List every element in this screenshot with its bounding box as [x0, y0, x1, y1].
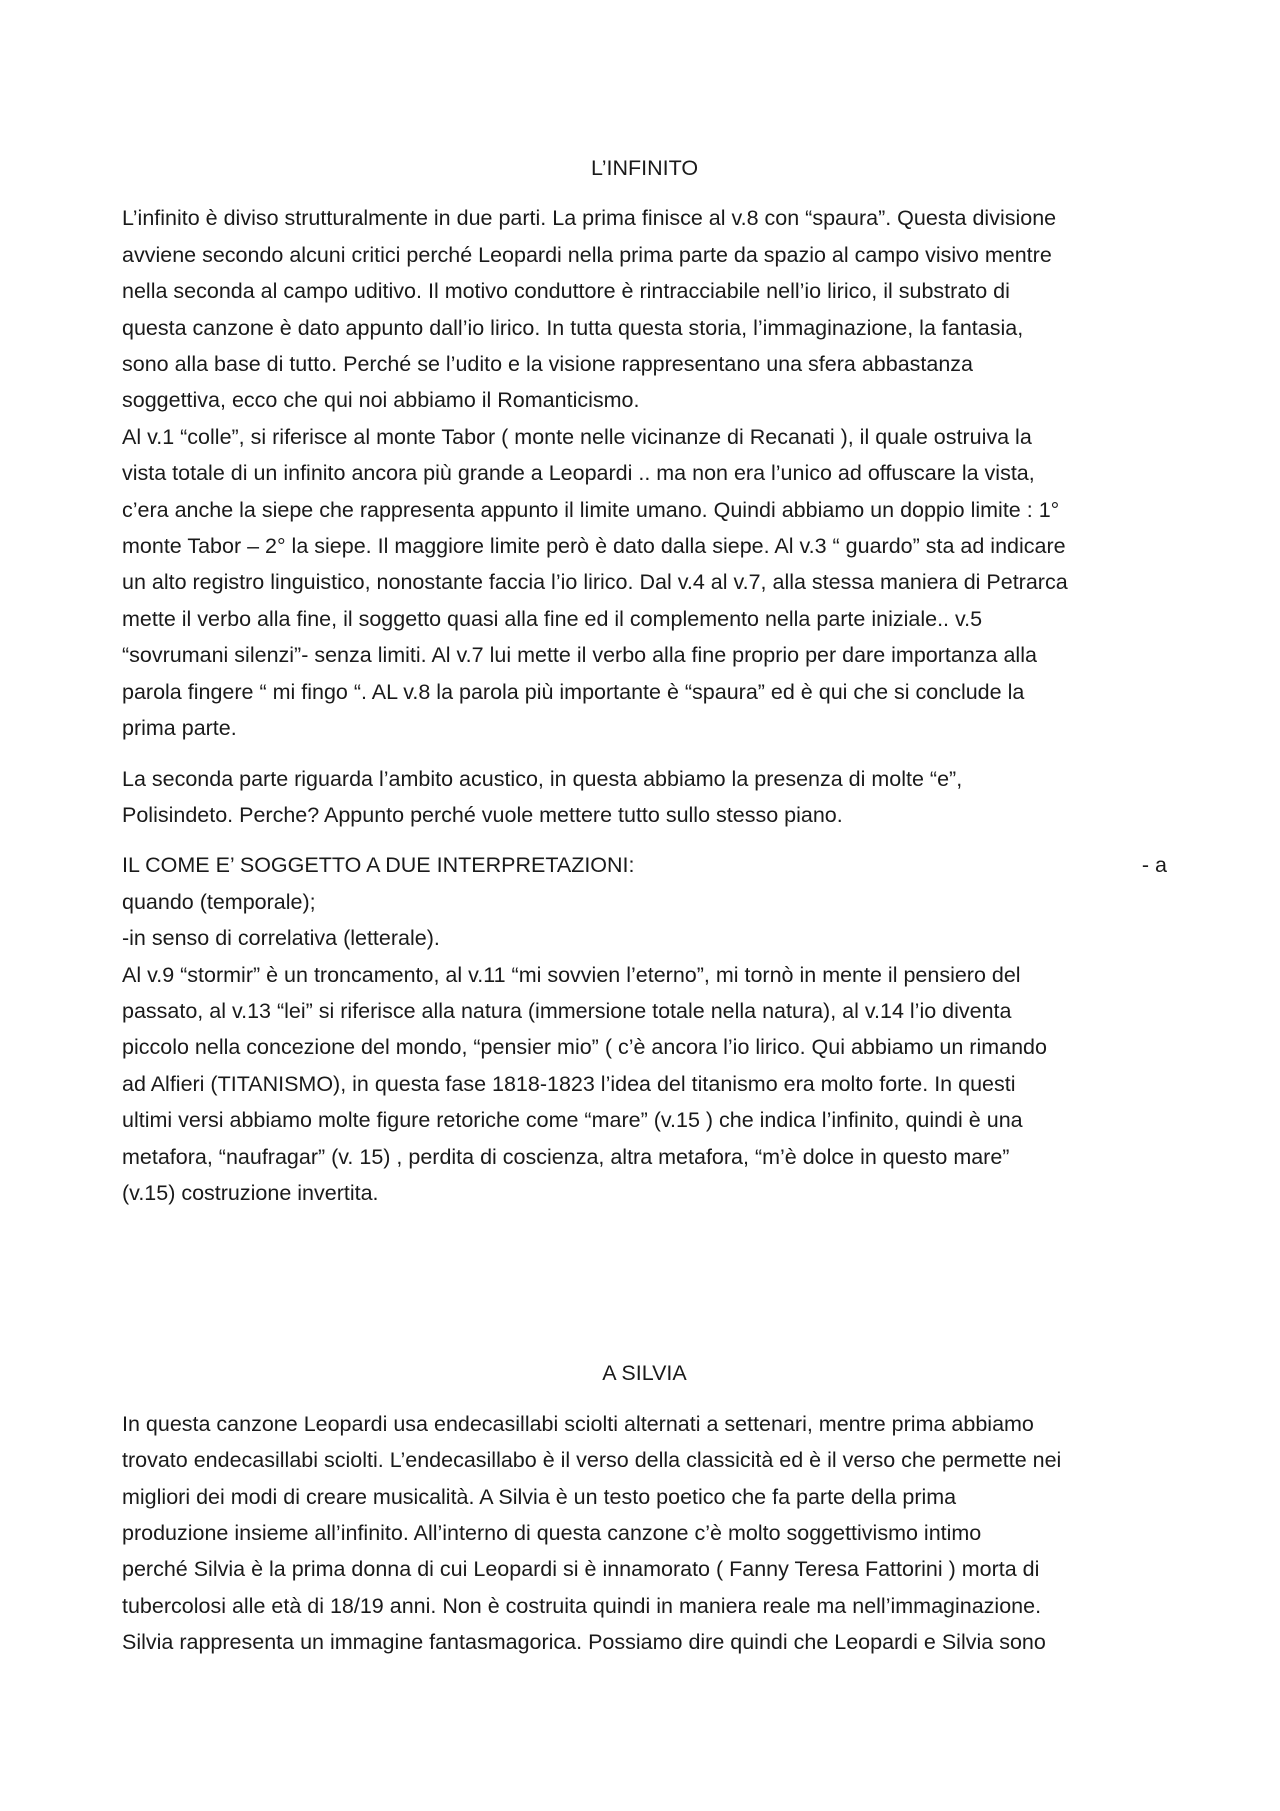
- text-line: sono alla base di tutto. Perché se l’udito e la visione rappresentano una sfera abbastanza: [122, 352, 974, 377]
- text-line: monte Tabor – 2° la siepe. Il maggiore limite però è dato dalla siepe. Al v.3 “ guardo” sta ad indicare: [122, 534, 1066, 559]
- text-line: nella seconda al campo uditivo. Il motivo conduttore è rintracciabile nell’io lirico, il substrato di: [122, 279, 1010, 304]
- text-line: perché Silvia è la prima donna di cui Leopardi si è innamorato ( Fanny Teresa Fattorini ) morta di: [122, 1557, 1040, 1582]
- section-title-silvia: A SILVIA: [602, 1361, 687, 1386]
- text-line: -in senso di correlativa (letterale).: [122, 926, 440, 951]
- text-line: avviene secondo alcuni critici perché Leopardi nella prima parte da spazio al campo visivo mentre: [122, 242, 1052, 267]
- text-line: Al v.9 “stormir” è un troncamento, al v.11 “mi sovvien l’eterno”, mi tornò in mente il pensiero del: [122, 962, 1021, 987]
- text-line: In questa canzone Leopardi usa endecasillabi sciolti alternati a settenari, mentre prima abbiamo: [122, 1411, 1034, 1436]
- section-spacer: [122, 1225, 1167, 1355]
- text-line: Al v.1 “colle”, si riferisce al monte Tabor ( monte nelle vicinanze di Recanati ), il quale ostruiva la: [122, 424, 1032, 449]
- text-line: (v.15) costruzione invertita.: [122, 1180, 379, 1205]
- text-line: un alto registro linguistico, nonostante faccia l’io lirico. Dal v.4 al v.7, alla stessa maniera di Petrarca: [122, 570, 1068, 595]
- text-line: Polisindeto. Perche? Appunto perché vuole mettere tutto sullo stesso piano.: [122, 802, 843, 827]
- text-line: L’infinito è diviso strutturalmente in due parti. La prima finisce al v.8 con “spaura”. Questa divisione: [122, 206, 1057, 231]
- document-body: [122, 150, 1167, 1675]
- text-line: “sovrumani silenzi”- senza limiti. Al v.7 lui mette il verbo alla fine proprio per dare importanza alla: [122, 643, 1037, 668]
- text-line: produzione insieme all’infinito. All’interno di questa canzone c’è molto soggettivismo intimo: [122, 1521, 982, 1545]
- text-line: mette il verbo alla fine, il soggetto quasi alla fine ed il complemento nella parte iniziale.. v.5: [122, 606, 983, 631]
- paragraph-infinito-second-part: [122, 761, 1167, 834]
- text-line: questa canzone è dato appunto dall’io lirico. In tutta questa storia, l’immaginazione, la fantasia,: [122, 315, 1024, 340]
- text-line: prima parte.: [122, 716, 237, 741]
- text-line: soggettiva, ecco che qui noi abbiamo il Romanticismo.: [122, 388, 640, 413]
- paragraph-infinito-interpretations: [122, 847, 1167, 1211]
- text-line: ad Alfieri (TITANISMO), in questa fase 1818-1823 l’idea del titanismo era molto forte. In questi: [122, 1071, 1016, 1096]
- text-line: Silvia rappresenta un immagine fantasmagorica. Possiamo dire quindi che Leopardi e Silvia sono: [122, 1630, 1046, 1655]
- text-line: migliori dei modi di creare musicalità. A Silvia è un testo poetico che fa parte della prima: [122, 1484, 957, 1509]
- text-line: metafora, “naufragar” (v. 15) , perdita di coscienza, altra metafora, “m’è dolce in questo mare”: [122, 1144, 1010, 1169]
- paragraph-silvia-intro: [122, 1406, 1167, 1661]
- text-line: piccolo nella concezione del mondo, “pensier mio” ( c’è ancora l’io lirico. Qui abbiamo un rimando: [122, 1035, 1047, 1060]
- text-segment: IL COME E’ SOGGETTO A DUE INTERPRETAZIONI:: [122, 853, 635, 878]
- text-segment: - a: [1141, 853, 1167, 878]
- text-line: tubercolosi alle età di 18/19 anni. Non è costruita quindi in maniera reale ma nell’immaginazione.: [122, 1593, 1042, 1618]
- section-title-infinito: L’INFINITO: [590, 156, 699, 180]
- text-line: parola fingere “ mi fingo “. AL v.8 la parola più importante è “spaura” ed è qui che si conclude la: [122, 679, 1025, 704]
- text-line: ultimi versi abbiamo molte figure retoriche come “mare” (v.15 ) che indica l’infinito, quindi è una: [122, 1108, 1023, 1133]
- text-line: c’era anche la siepe che rappresenta appunto il limite umano. Quindi abbiamo un doppio limite : 1°: [122, 497, 1060, 522]
- text-line: [122, 847, 1167, 883]
- text-line: vista totale di un infinito ancora più grande a Leopardi .. ma non era l’unico ad offuscare la vista,: [122, 461, 1035, 486]
- paragraph-infinito-intro: [122, 200, 1167, 746]
- text-line: La seconda parte riguarda l’ambito acustico, in questa abbiamo la presenza di molte “e”,: [122, 766, 963, 791]
- text-line: passato, al v.13 “lei” si riferisce alla natura (immersione totale nella natura), al v.14 l’io diventa: [122, 998, 1012, 1023]
- text-line: quando (temporale);: [122, 889, 316, 914]
- text-line: trovato endecasillabi sciolti. L’endecasillabo è il verso della classicità ed è il verso che permette nei: [122, 1448, 1062, 1473]
